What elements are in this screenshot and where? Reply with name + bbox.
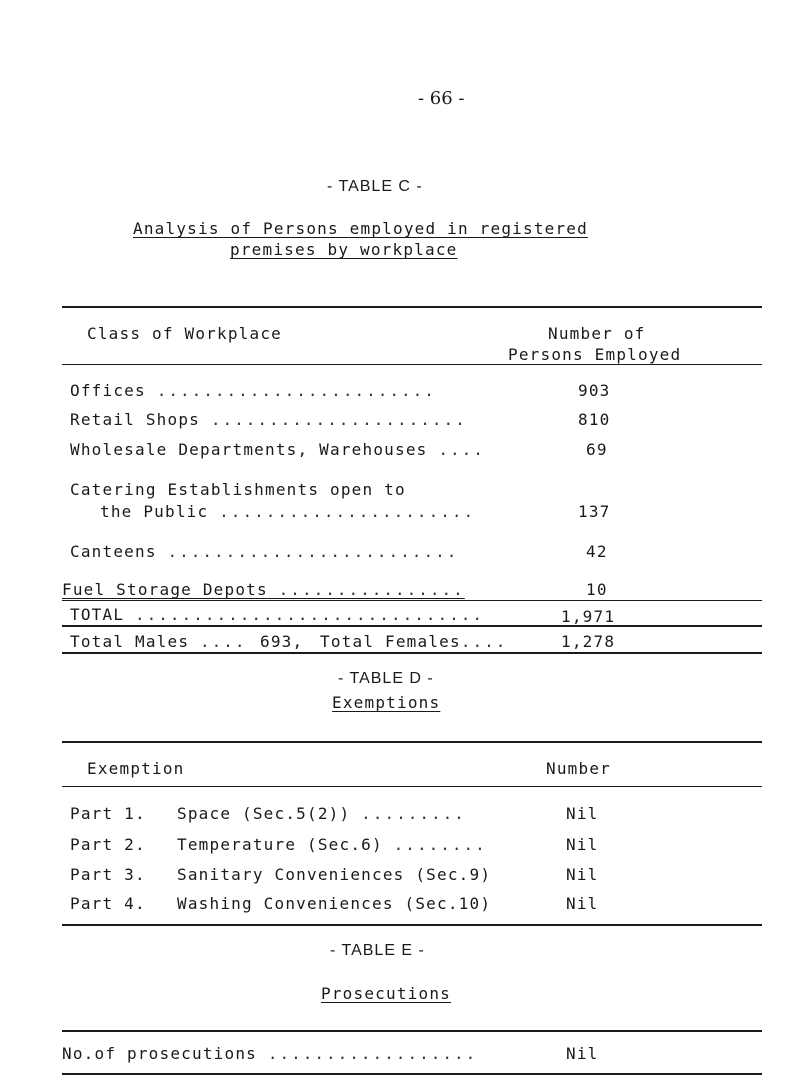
page-number: - 66 - — [418, 88, 465, 109]
prosecutions-value: Nil — [566, 1044, 599, 1063]
table-row-label: the Public ...................... — [100, 502, 476, 521]
table-e-top-rule — [62, 1030, 762, 1032]
table-c-bottom-rule — [62, 652, 762, 654]
table-row-desc: Sanitary Conveniences (Sec.9) — [177, 865, 492, 884]
table-row-label: Offices ........................ — [70, 381, 436, 400]
table-d-col1-header: Exemption — [87, 759, 185, 778]
table-row-value: Nil — [566, 865, 599, 884]
table-row-label: Canteens ......................... — [70, 542, 459, 561]
table-c-title-line2: premises by workplace — [230, 240, 458, 259]
table-row-value: 42 — [586, 542, 608, 561]
table-d-top-rule — [62, 741, 762, 743]
table-row-value: 810 — [578, 410, 611, 429]
table-c-title-line1: Analysis of Persons employed in registered — [133, 219, 588, 238]
table-row-value: 10 — [586, 580, 608, 599]
table-row-desc: Washing Conveniences (Sec.10) — [177, 894, 492, 913]
table-row-part: Part 3. — [70, 865, 146, 884]
table-c-header-rule — [62, 364, 762, 365]
table-row-value: Nil — [566, 894, 599, 913]
table-c-col1-header: Class of Workplace — [87, 324, 282, 343]
females-label: Total Females.... — [320, 632, 508, 651]
table-d-title: Exemptions — [332, 693, 441, 712]
table-e-title: Prosecutions — [321, 984, 451, 1003]
table-row-part: Part 2. — [70, 835, 146, 854]
table-c-col2-header-line1: Number of — [548, 324, 646, 343]
table-row-label-line1: Catering Establishments open to — [70, 480, 406, 499]
total-value: 1,971 — [561, 607, 616, 626]
table-c-label: - TABLE C - — [327, 178, 423, 195]
table-d-header-rule — [62, 786, 762, 787]
table-e-bottom-rule — [62, 1073, 762, 1075]
table-row-label: Retail Shops ...................... — [70, 410, 467, 429]
table-row-value: 903 — [578, 381, 611, 400]
table-c-top-rule — [62, 306, 762, 308]
table-row-label: Wholesale Departments, Warehouses .... — [70, 440, 485, 459]
table-c-col2-header-line2: Persons Employed — [508, 345, 682, 364]
males-value: 693, — [260, 632, 304, 651]
table-row-desc: Space (Sec.5(2)) ......... — [177, 804, 466, 823]
table-row-part: Part 1. — [70, 804, 146, 823]
table-row-label: Fuel Storage Depots ................ — [62, 580, 465, 599]
table-row-value: Nil — [566, 835, 599, 854]
table-row-value: 69 — [586, 440, 608, 459]
table-row-part: Part 4. — [70, 894, 146, 913]
table-c-rows-rule — [62, 600, 762, 601]
table-row-value: Nil — [566, 804, 599, 823]
table-row-value: 137 — [578, 502, 611, 521]
table-d-label: - TABLE D - — [338, 670, 434, 687]
table-d-col2-header: Number — [546, 759, 611, 778]
table-c-total-rule — [62, 625, 762, 627]
table-d-bottom-rule — [62, 924, 762, 926]
females-value: 1,278 — [561, 632, 616, 651]
total-label: TOTAL .............................. — [70, 605, 484, 624]
prosecutions-label: No.of prosecutions .................. — [62, 1044, 478, 1063]
males-label: Total Males .... — [70, 632, 247, 651]
table-row-desc: Temperature (Sec.6) ........ — [177, 835, 487, 854]
table-e-label: - TABLE E - — [330, 942, 425, 959]
